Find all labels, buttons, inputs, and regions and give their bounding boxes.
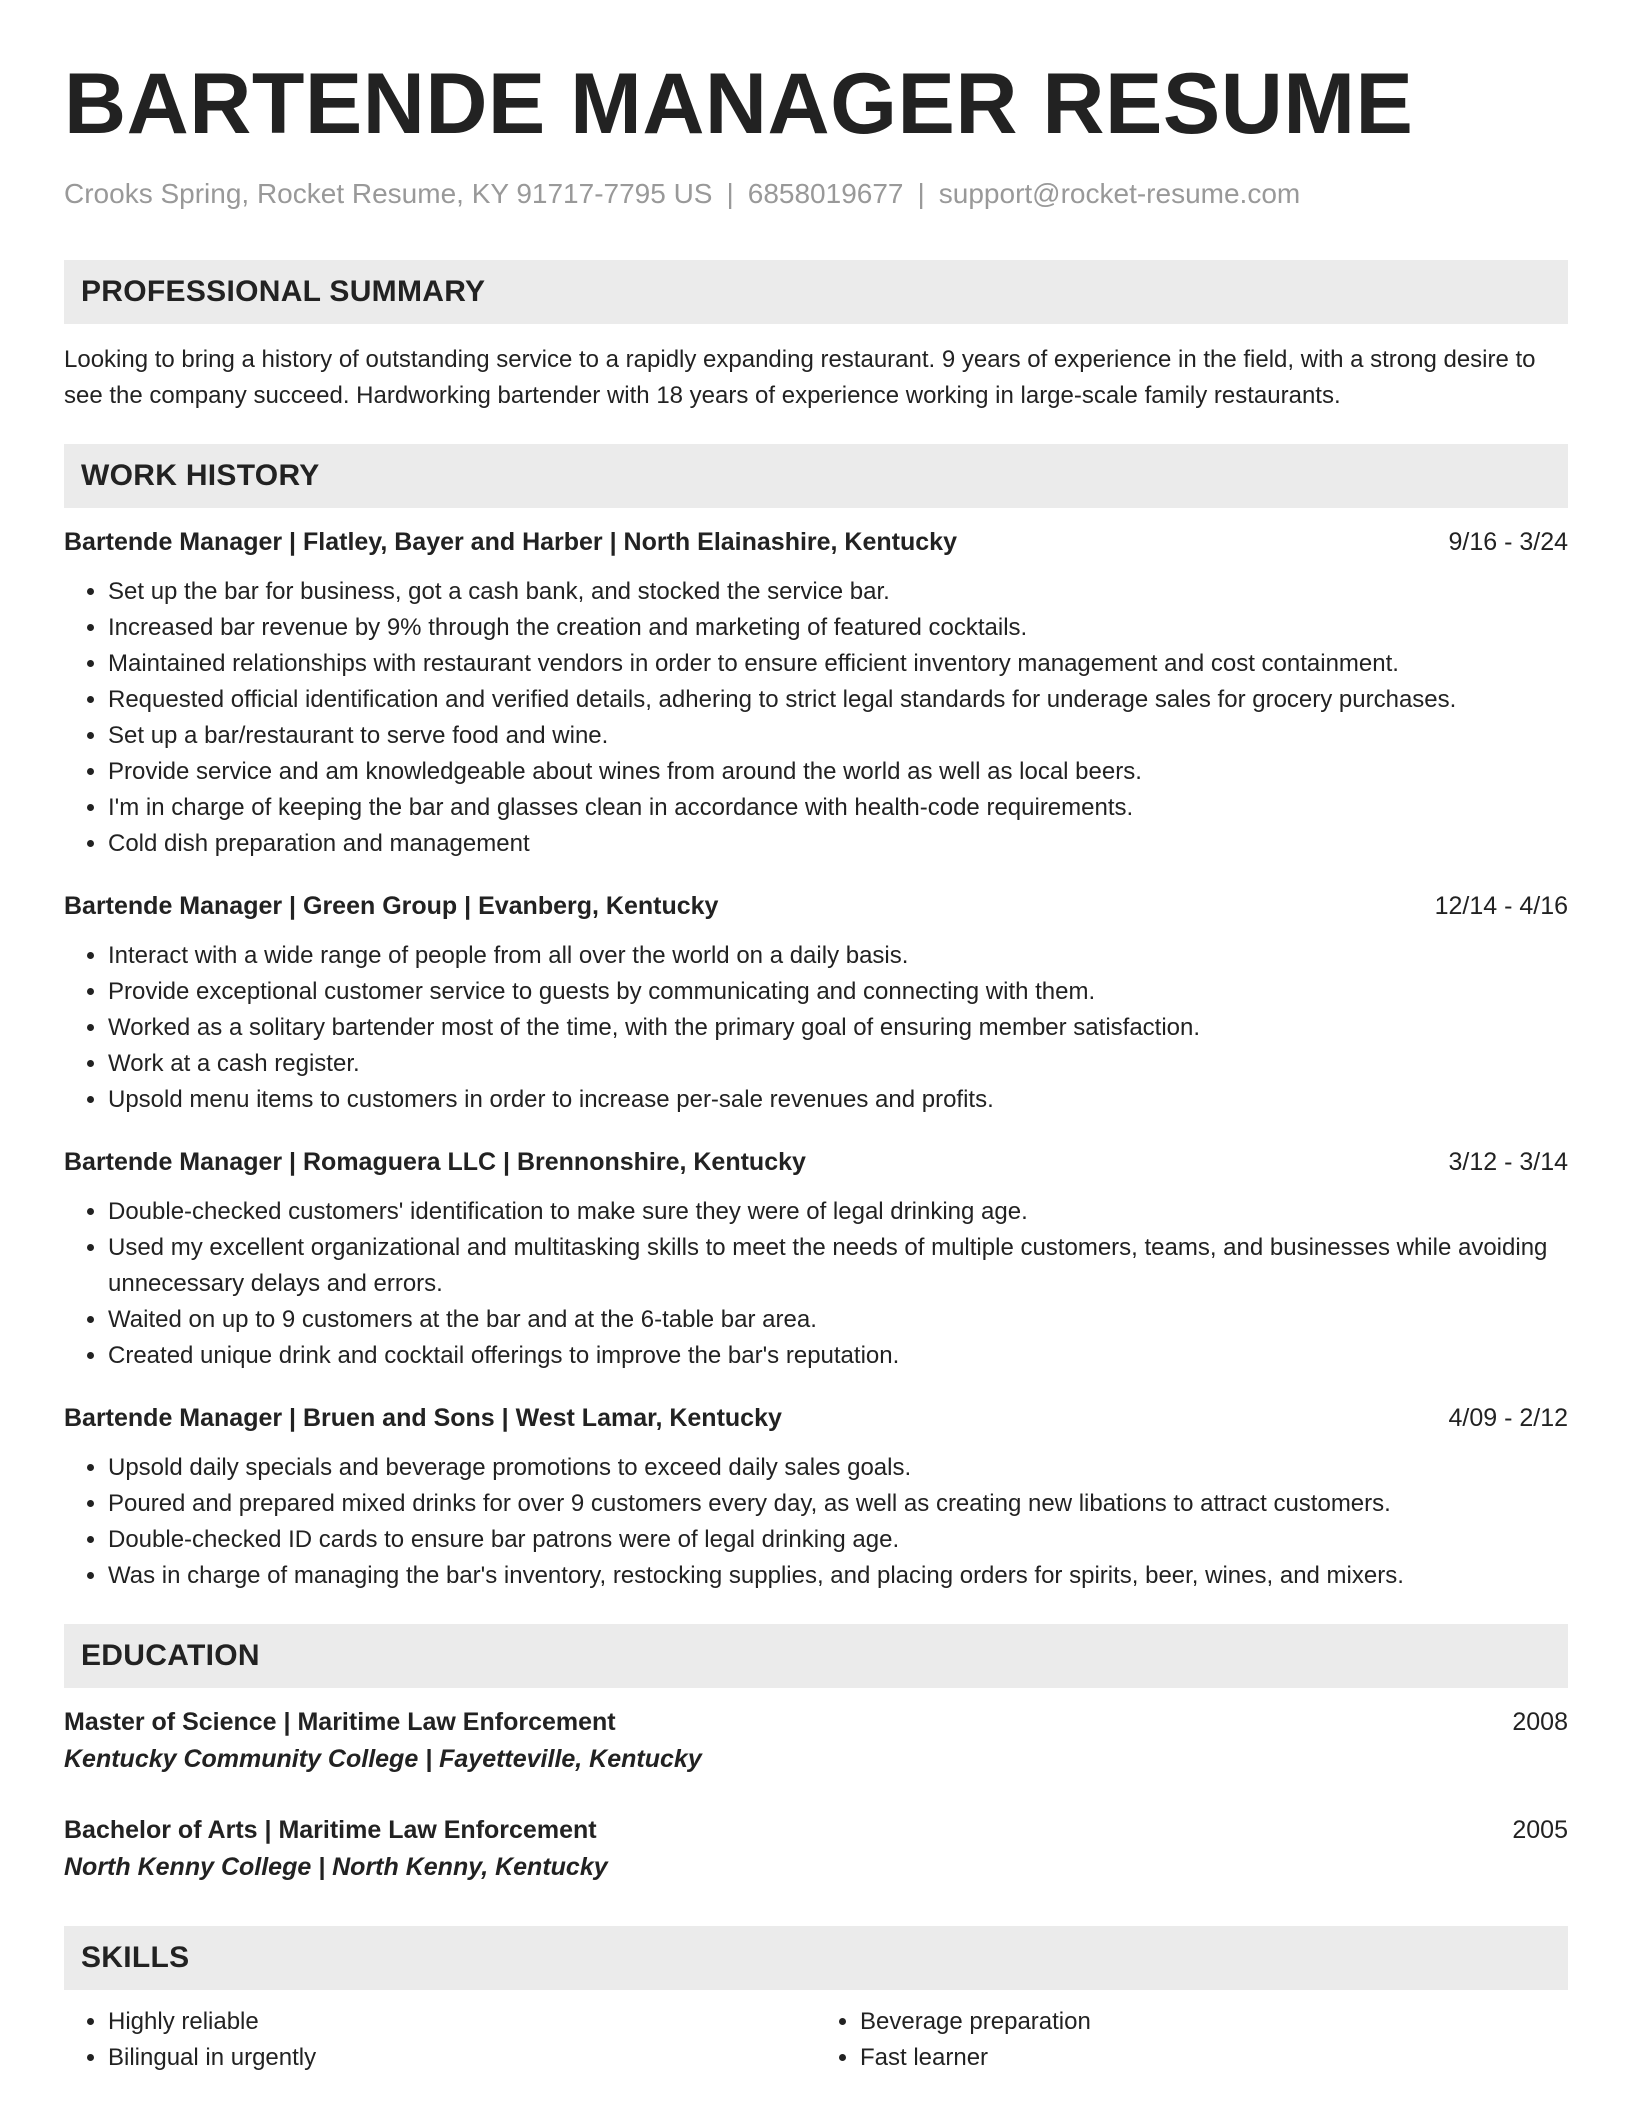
job-title: Bartende Manager | Bruen and Sons | West Lamar, Kentucky xyxy=(64,1404,782,1432)
job-title-row xyxy=(64,1400,1568,1436)
skills-list xyxy=(816,2004,1568,2076)
contact-address: Crooks Spring, Rocket Resume, KY 91717-7795 US xyxy=(64,178,713,209)
job-bullet: • Increased bar revenue by 9% through the creation and marketing of featured cocktails. xyxy=(108,610,1568,646)
job-bullet: • Was in charge of managing the bar's inventory, restocking supplies, and placing orders for spirits, beer, wines, and mixers. xyxy=(108,1558,1568,1594)
job-dates: 3/12 - 3/14 xyxy=(1448,1148,1568,1176)
job-bullet: • Worked as a solitary bartender most of the time, with the primary goal of ensuring member satisfaction. xyxy=(108,1010,1568,1046)
job-bullet: • Set up the bar for business, got a cash bank, and stocked the service bar. xyxy=(108,574,1568,610)
job-bullet: • Waited on up to 9 customers at the bar and at the 6-table bar area. xyxy=(108,1302,1568,1338)
job-title-row xyxy=(64,1144,1568,1180)
job-title-row xyxy=(64,524,1568,560)
summary-text: Looking to bring a history of outstanding service to a rapidly expanding restaurant. 9 years of experience in the field, with a strong desire to see the company succeed. Hardworking bartender with 18 years of experience working in large-scale family restaurants. xyxy=(64,346,1536,409)
job-bullet: • Double-checked ID cards to ensure bar patrons were of legal drinking age. xyxy=(108,1522,1568,1558)
job-entry xyxy=(64,1144,1568,1374)
job-bullet: • Upsold menu items to customers in order to increase per-sale revenues and profits. xyxy=(108,1082,1568,1118)
job-bullet: • Poured and prepared mixed drinks for over 9 customers every day, as well as creating new libations to attract customers. xyxy=(108,1486,1568,1522)
job-bullet-list xyxy=(64,938,1568,1118)
job-title: Bartende Manager | Flatley, Bayer and Harber | North Elainashire, Kentucky xyxy=(64,528,957,556)
education-row xyxy=(64,1812,1568,1848)
job-dates: 9/16 - 3/24 xyxy=(1448,528,1568,556)
job-bullet: • Work at a cash register. xyxy=(108,1046,1568,1082)
contact-separator: | xyxy=(917,178,925,209)
skills-grid xyxy=(64,2004,1568,2076)
job-title-row xyxy=(64,888,1568,924)
skills-list xyxy=(64,2004,816,2076)
job-bullet: • Upsold daily specials and beverage promotions to exceed daily sales goals. xyxy=(108,1450,1568,1486)
job-bullet: • Maintained relationships with restaurant vendors in order to ensure efficient inventory management and cost containment. xyxy=(108,646,1568,682)
contact-email: support@rocket-resume.com xyxy=(938,178,1301,209)
skill-item: • Highly reliable xyxy=(108,2004,816,2040)
job-entry xyxy=(64,888,1568,1118)
contact-separator: | xyxy=(726,178,734,209)
job-bullet-list xyxy=(64,1450,1568,1594)
job-bullet: • Requested official identification and verified details, adhering to strict legal standards for underage sales for grocery purchases. xyxy=(108,682,1568,718)
contact-line xyxy=(64,176,1568,212)
job-bullet-list xyxy=(64,574,1568,862)
job-bullet: • Cold dish preparation and management xyxy=(108,826,1568,862)
skills-column-left xyxy=(64,2004,816,2076)
skills-column-right xyxy=(816,2004,1568,2076)
education-degree: Master of Science | Maritime Law Enforcement xyxy=(64,1708,616,1736)
job-title: Bartende Manager | Romaguera LLC | Brennonshire, Kentucky xyxy=(64,1148,806,1176)
education-entry xyxy=(64,1812,1568,1886)
job-bullet: • Interact with a wide range of people from all over the world on a daily basis. xyxy=(108,938,1568,974)
job-bullet-list xyxy=(64,1194,1568,1374)
job-bullet: • Set up a bar/restaurant to serve food and wine. xyxy=(108,718,1568,754)
section-header-work-history: WORK HISTORY xyxy=(64,444,1568,508)
job-bullet: • Double-checked customers' identification to make sure they were of legal drinking age. xyxy=(108,1194,1568,1230)
skill-item: • Bilingual in urgently xyxy=(108,2040,816,2076)
job-dates: 12/14 - 4/16 xyxy=(1434,892,1568,920)
job-entry xyxy=(64,1400,1568,1594)
section-header-summary: PROFESSIONAL SUMMARY xyxy=(64,260,1568,324)
education-degree: Bachelor of Arts | Maritime Law Enforcement xyxy=(64,1816,597,1844)
education-year: 2008 xyxy=(1512,1708,1568,1736)
skill-item: • Beverage preparation xyxy=(860,2004,1568,2040)
job-bullet: • Provide exceptional customer service to guests by communicating and connecting with them. xyxy=(108,974,1568,1010)
skill-item: • Fast learner xyxy=(860,2040,1568,2076)
resume-title: BARTENDE MANAGER RESUME xyxy=(64,56,1414,152)
contact-phone: 6858019677 xyxy=(747,178,904,209)
section-header-education: EDUCATION xyxy=(64,1624,1568,1688)
job-bullet: • Provide service and am knowledgeable about wines from around the world as well as local beers. xyxy=(108,754,1568,790)
job-entry xyxy=(64,524,1568,862)
job-bullet: • I'm in charge of keeping the bar and glasses clean in accordance with health-code requirements. xyxy=(108,790,1568,826)
job-bullet: • Used my excellent organizational and multitasking skills to meet the needs of multiple customers, teams, and businesses while avoiding unnecessary delays and errors. xyxy=(108,1230,1568,1302)
education-school: North Kenny College | North Kenny, Kentucky xyxy=(64,1853,608,1881)
education-year: 2005 xyxy=(1512,1816,1568,1844)
section-header-skills: SKILLS xyxy=(64,1926,1568,1990)
education-row xyxy=(64,1704,1568,1740)
job-bullet: • Created unique drink and cocktail offerings to improve the bar's reputation. xyxy=(108,1338,1568,1374)
job-title: Bartende Manager | Green Group | Evanberg, Kentucky xyxy=(64,892,719,920)
education-entry xyxy=(64,1704,1568,1778)
education-school: Kentucky Community College | Fayetteville, Kentucky xyxy=(64,1745,702,1773)
job-dates: 4/09 - 2/12 xyxy=(1448,1404,1568,1432)
